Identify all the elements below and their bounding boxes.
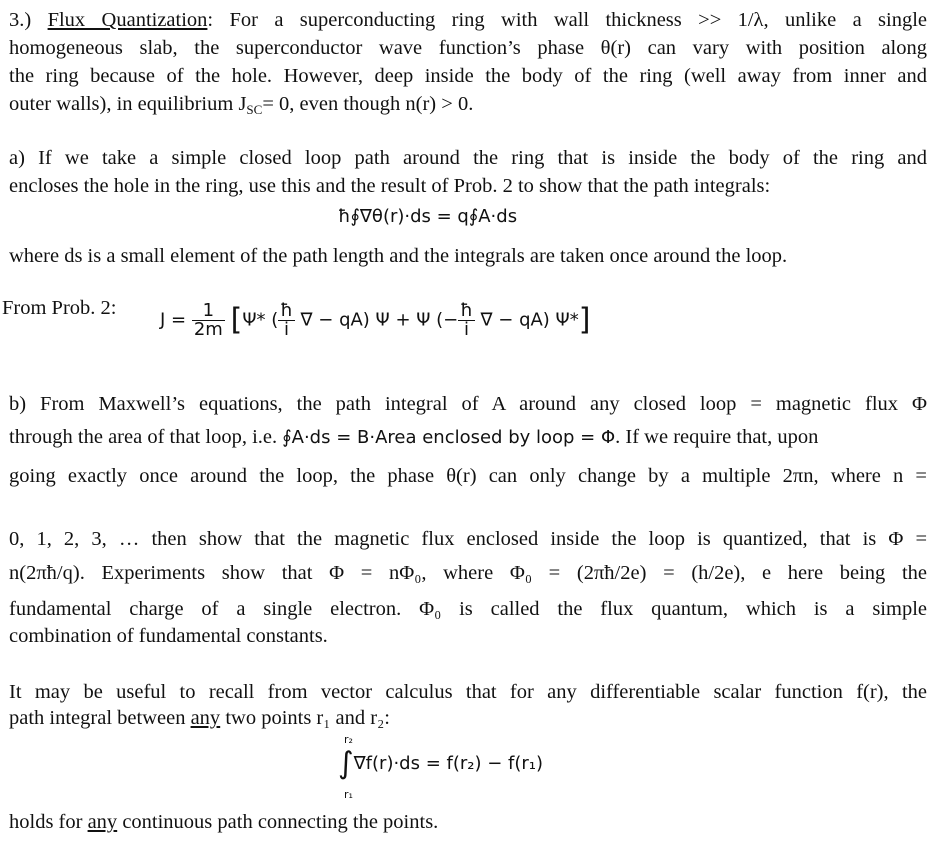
intro-line-2: homogeneous slab, the superconductor wave function’s phase θ(r) can vary with position along (9, 37, 927, 59)
frac-numerator: 1 (192, 302, 225, 321)
recall-line-2b: two points r₁ and r₂: (220, 707, 390, 729)
integral-sign: ∫ (338, 746, 354, 781)
recall-any-2: any (87, 811, 118, 833)
recall-line-3b: continuous path connecting the points. (117, 811, 439, 833)
eq-paren: ( (271, 309, 279, 331)
eq-frac-hbar-i-2 (458, 302, 475, 339)
eq-right-bracket: ] (578, 302, 591, 338)
eq-left-bracket: [ (230, 302, 243, 338)
part-b-line-2a: through the area of that loop, i.e. (9, 426, 278, 448)
eq-mid: ∇ − qA) Ψ + Ψ (− (300, 309, 459, 331)
part-b-line-7: combination of fundamental constants. (9, 625, 328, 647)
part-b-line-1: b) From Maxwell’s equations, the path integral of A around any closed loop = magnetic flux Φ (9, 393, 927, 415)
recall-line-3a: holds for (9, 811, 88, 833)
part-a-after: where ds is a small element of the path length and the integrals are taken once around the loop. (9, 245, 788, 267)
part-b-inline-equation: ∮A·ds = B·Area enclosed by loop = Φ (282, 427, 616, 448)
eq-j: J = (160, 309, 187, 331)
eq-frac-hbar-i-1 (278, 302, 295, 339)
part-b-line-3: going exactly once around the loop, the phase θ(r) can only change by a multiple 2πn, where n = (9, 465, 927, 487)
recall-line-2a: path integral between (9, 707, 191, 729)
part-a-line-1: a) If we take a simple closed loop path around the ring that is inside the body of the ring and (9, 147, 927, 169)
recall-line-3 (9, 810, 438, 834)
recall-any-1: any (190, 707, 221, 729)
integral-upper-limit: r₂ (344, 733, 353, 746)
part-a-line-2: encloses the hole in the ring, use this and the result of Prob. 2 to show that the path integrals: (9, 175, 771, 197)
frac-i-2: i (464, 319, 470, 340)
part-b-line-6: fundamental charge of a single electron. Φ₀ is called the flux quantum, which is a simple (9, 598, 927, 620)
eq-tail: ∇ − qA) Ψ* (480, 309, 579, 331)
integral-lower-limit: r₁ (344, 788, 353, 801)
eq-frac-1-2m (192, 302, 225, 339)
frac-denominator: 2m (193, 319, 223, 340)
problem-number: 3.) (9, 9, 32, 31)
frac-i: i (284, 319, 290, 340)
intro-text-4: outer walls), in equilibrium J (9, 93, 247, 115)
part-b-line-4: 0, 1, 2, 3, … then show that the magnetic flux enclosed inside the loop is quantized, that is Φ = (9, 528, 927, 550)
recall-equation-body: ∇f(r)·ds = f(r₂) − f(r₁) (353, 753, 544, 774)
prob2-label: From Prob. 2: (2, 297, 117, 319)
frac-hbar-2: ħ (460, 300, 473, 321)
intro-line-4 (9, 92, 473, 122)
intro-text-1: : For a superconducting ring with wall thickness >> 1/λ, unlike a single (207, 9, 928, 31)
intro-text-4b: = 0, even though n(r) > 0. (262, 93, 474, 115)
recall-line-1: It may be useful to recall from vector calculus that for any differentiable scalar function f(r), the (9, 681, 927, 703)
intro-line-1 (9, 8, 927, 32)
intro-line-3: the ring because of the hole. However, deep inside the body of the ring (well away from inner and (9, 65, 927, 87)
frac-hbar: ħ (280, 300, 293, 321)
prob2-current-equation (160, 302, 590, 339)
eq-psi-star: Ψ* (242, 309, 266, 331)
part-a-equation: ħ∮∇θ(r)·ds = q∮A·ds (338, 206, 518, 227)
recall-equation (338, 746, 544, 781)
part-b-line-2 (9, 425, 818, 450)
part-b-line-5: n(2πħ/q). Experiments show that Φ = nΦ₀, where Φ₀ = (2πħ/2e) = (h/2e), e here being the (9, 562, 927, 584)
part-b-line-2b: . If we require that, upon (615, 426, 819, 448)
problem-title: Flux Quantization (47, 9, 208, 31)
recall-line-2 (9, 706, 390, 730)
jsc-subscript: SC (246, 102, 263, 117)
